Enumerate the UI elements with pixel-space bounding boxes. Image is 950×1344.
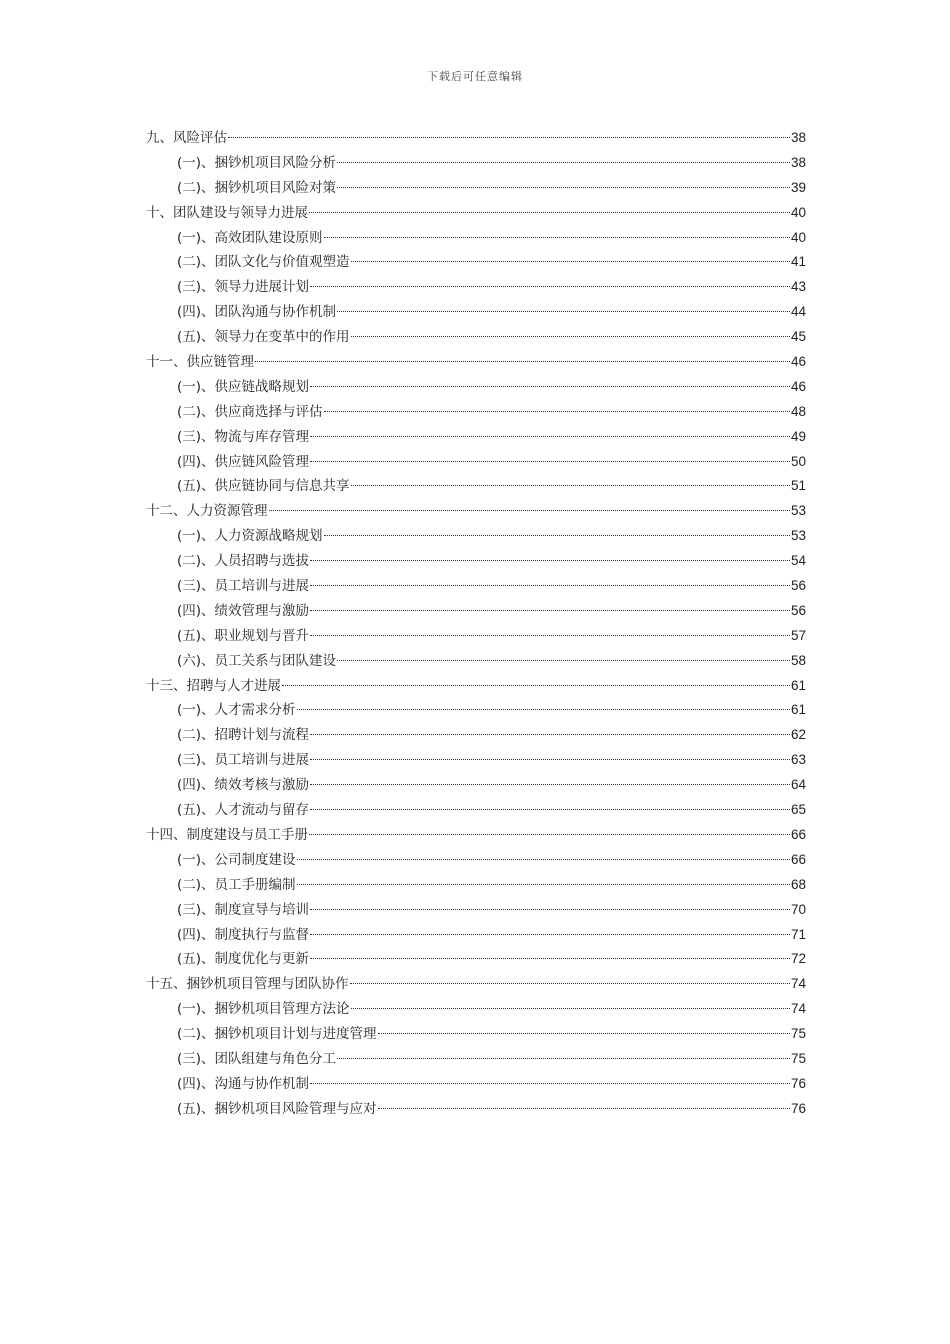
toc-section-entry[interactable] bbox=[146, 250, 806, 275]
toc-section-entry[interactable] bbox=[146, 1072, 806, 1097]
toc-dot-leader bbox=[310, 784, 790, 785]
toc-entry-label: (五)、人才流动与留存 bbox=[177, 802, 310, 819]
toc-section-entry[interactable] bbox=[146, 748, 806, 773]
toc-section-entry[interactable] bbox=[146, 226, 806, 251]
toc-entry-label: (四)、供应链风险管理 bbox=[177, 453, 310, 470]
toc-page-number: 63 bbox=[790, 752, 806, 768]
toc-entry-label: (五)、职业规划与晋升 bbox=[177, 627, 310, 644]
toc-entry-label: (三)、员工培训与进展 bbox=[177, 752, 310, 769]
toc-section-entry[interactable] bbox=[146, 624, 806, 649]
toc-dot-leader bbox=[310, 809, 790, 810]
toc-dot-leader bbox=[350, 983, 790, 984]
toc-dot-leader bbox=[310, 1083, 790, 1084]
toc-page-number: 76 bbox=[790, 1100, 806, 1116]
toc-page-number: 38 bbox=[790, 130, 806, 145]
toc-dot-leader bbox=[337, 660, 790, 661]
toc-entry-label: (五)、领导力在变革中的作用 bbox=[177, 329, 350, 346]
toc-entry-label: (三)、制度宣导与培训 bbox=[177, 901, 310, 918]
toc-section-entry[interactable] bbox=[146, 1022, 806, 1047]
toc-page-number: 62 bbox=[790, 727, 806, 743]
toc-entry-label: (一)、捆钞机项目风险分析 bbox=[177, 154, 337, 171]
toc-section-entry[interactable] bbox=[146, 275, 806, 300]
toc-dot-leader bbox=[324, 411, 790, 412]
toc-entry-label: 九、风险评估 bbox=[146, 130, 227, 146]
toc-dot-leader bbox=[282, 685, 790, 686]
toc-page-number: 70 bbox=[790, 901, 806, 917]
toc-entry-label: (一)、人才需求分析 bbox=[177, 702, 296, 719]
toc-chapter-entry[interactable] bbox=[146, 972, 806, 997]
toc-entry-label: (二)、供应商选择与评估 bbox=[177, 403, 323, 420]
toc-section-entry[interactable] bbox=[146, 375, 806, 400]
toc-entry-label: (四)、绩效管理与激励 bbox=[177, 602, 310, 619]
toc-page-number: 46 bbox=[790, 354, 806, 370]
toc-page-number: 45 bbox=[790, 329, 806, 345]
toc-page-number: 66 bbox=[790, 851, 806, 867]
toc-page-number: 61 bbox=[790, 702, 806, 718]
toc-section-entry[interactable] bbox=[146, 649, 806, 674]
toc-page-number: 71 bbox=[790, 926, 806, 942]
toc-entry-label: (四)、团队沟通与协作机制 bbox=[177, 304, 337, 321]
header-note: 下载后可任意编辑 bbox=[427, 70, 523, 83]
toc-page-number: 66 bbox=[790, 826, 806, 842]
toc-dot-leader bbox=[351, 261, 790, 262]
toc-section-entry[interactable] bbox=[146, 325, 806, 350]
toc-dot-leader bbox=[351, 336, 790, 337]
toc-page-number: 40 bbox=[790, 229, 806, 245]
toc-entry-label: (一)、捆钞机项目管理方法论 bbox=[177, 1001, 350, 1018]
toc-page-number: 76 bbox=[790, 1075, 806, 1091]
toc-dot-leader bbox=[351, 485, 790, 486]
toc-page-number: 46 bbox=[790, 378, 806, 394]
toc-section-entry[interactable] bbox=[146, 400, 806, 425]
toc-entry-label: (三)、物流与库存管理 bbox=[177, 428, 310, 445]
toc-page-number: 38 bbox=[790, 154, 806, 170]
toc-chapter-entry[interactable] bbox=[146, 499, 806, 524]
toc-section-entry[interactable] bbox=[146, 898, 806, 923]
toc-entry-label: (五)、供应链协同与信息共享 bbox=[177, 478, 350, 495]
toc-page-number: 44 bbox=[790, 304, 806, 320]
toc-page-number: 48 bbox=[790, 403, 806, 419]
toc-section-entry[interactable] bbox=[146, 176, 806, 201]
toc-section-entry[interactable] bbox=[146, 300, 806, 325]
toc-page-number: 75 bbox=[790, 1026, 806, 1042]
toc-page-number: 43 bbox=[790, 279, 806, 295]
toc-page-number: 68 bbox=[790, 876, 806, 892]
toc-entry-label: (五)、捆钞机项目风险管理与应对 bbox=[177, 1100, 377, 1117]
toc-section-entry[interactable] bbox=[146, 474, 806, 499]
toc-entry-label: (三)、领导力进展计划 bbox=[177, 279, 310, 296]
toc-dot-leader bbox=[378, 1108, 790, 1109]
toc-dot-leader bbox=[310, 934, 790, 935]
table-of-contents bbox=[146, 126, 806, 1122]
toc-section-entry[interactable] bbox=[146, 425, 806, 450]
toc-page-number: 61 bbox=[790, 677, 806, 693]
toc-page-number: 41 bbox=[790, 254, 806, 270]
toc-page-number: 58 bbox=[790, 652, 806, 668]
toc-page-number: 56 bbox=[790, 578, 806, 594]
toc-dot-leader bbox=[310, 958, 790, 959]
toc-page-number: 51 bbox=[790, 478, 806, 494]
toc-dot-leader bbox=[337, 1058, 790, 1059]
toc-section-entry[interactable] bbox=[146, 549, 806, 574]
toc-page-number: 57 bbox=[790, 627, 806, 643]
toc-dot-leader bbox=[310, 286, 790, 287]
toc-dot-leader bbox=[228, 137, 790, 138]
toc-dot-leader bbox=[351, 1008, 790, 1009]
toc-page-number: 53 bbox=[790, 503, 806, 519]
toc-entry-label: (一)、供应链战略规划 bbox=[177, 378, 310, 395]
toc-section-entry[interactable] bbox=[146, 723, 806, 748]
toc-section-entry[interactable] bbox=[146, 798, 806, 823]
toc-section-entry[interactable] bbox=[146, 1097, 806, 1122]
toc-entry-label: (四)、沟通与协作机制 bbox=[177, 1075, 310, 1092]
toc-dot-leader bbox=[337, 311, 790, 312]
toc-page-number: 54 bbox=[790, 553, 806, 569]
toc-entry-label: (二)、员工手册编制 bbox=[177, 876, 296, 893]
toc-dot-leader bbox=[310, 585, 790, 586]
toc-dot-leader bbox=[337, 187, 790, 188]
toc-page-number: 64 bbox=[790, 777, 806, 793]
toc-dot-leader bbox=[310, 734, 790, 735]
toc-dot-leader bbox=[255, 361, 790, 362]
toc-dot-leader bbox=[310, 610, 790, 611]
toc-entry-label: 十五、捆钞机项目管理与团队协作 bbox=[146, 976, 349, 993]
toc-dot-leader bbox=[310, 560, 790, 561]
toc-chapter-entry[interactable] bbox=[146, 201, 806, 226]
toc-entry-label: (二)、招聘计划与流程 bbox=[177, 727, 310, 744]
toc-dot-leader bbox=[297, 884, 790, 885]
toc-entry-label: (六)、员工关系与团队建设 bbox=[177, 652, 337, 669]
toc-section-entry[interactable] bbox=[146, 1047, 806, 1072]
toc-dot-leader bbox=[310, 909, 790, 910]
toc-section-entry[interactable] bbox=[146, 848, 806, 873]
toc-entry-label: (二)、捆钞机项目计划与进度管理 bbox=[177, 1026, 377, 1043]
toc-section-entry[interactable] bbox=[146, 997, 806, 1022]
toc-section-entry[interactable] bbox=[146, 151, 806, 176]
toc-page-number: 53 bbox=[790, 528, 806, 544]
toc-entry-label: (二)、人员招聘与选拔 bbox=[177, 553, 310, 570]
toc-entry-label: (三)、团队组建与角色分工 bbox=[177, 1050, 337, 1067]
toc-entry-label: (四)、绩效考核与激励 bbox=[177, 777, 310, 794]
toc-entry-label: 十一、供应链管理 bbox=[146, 354, 254, 371]
toc-entry-label: (五)、制度优化与更新 bbox=[177, 951, 310, 968]
toc-page-number: 74 bbox=[790, 1001, 806, 1017]
toc-dot-leader bbox=[378, 1033, 790, 1034]
toc-page-number: 74 bbox=[790, 976, 806, 992]
toc-entry-label: 十三、招聘与人才进展 bbox=[146, 677, 281, 694]
toc-section-entry[interactable] bbox=[146, 773, 806, 798]
toc-page-number: 65 bbox=[790, 802, 806, 818]
toc-dot-leader bbox=[310, 436, 790, 437]
toc-chapter-entry[interactable] bbox=[146, 823, 806, 848]
toc-dot-leader bbox=[297, 859, 790, 860]
toc-entry-label: (一)、高效团队建设原则 bbox=[177, 229, 323, 246]
toc-page-number: 40 bbox=[790, 204, 806, 220]
toc-entry-label: (二)、捆钞机项目风险对策 bbox=[177, 179, 337, 196]
toc-dot-leader bbox=[324, 535, 790, 536]
toc-entry-label: (四)、制度执行与监督 bbox=[177, 926, 310, 943]
toc-entry-label: 十二、人力资源管理 bbox=[146, 503, 268, 520]
toc-section-entry[interactable] bbox=[146, 698, 806, 723]
toc-dot-leader bbox=[337, 162, 790, 163]
toc-entry-label: 十、团队建设与领导力进展 bbox=[146, 204, 308, 221]
toc-chapter-entry[interactable] bbox=[146, 674, 806, 699]
toc-dot-leader bbox=[269, 510, 790, 511]
toc-page-number: 72 bbox=[790, 951, 806, 967]
toc-dot-leader bbox=[297, 709, 790, 710]
toc-dot-leader bbox=[324, 237, 790, 238]
toc-dot-leader bbox=[310, 635, 790, 636]
toc-entry-label: 十四、制度建设与员工手册 bbox=[146, 826, 308, 843]
toc-dot-leader bbox=[309, 834, 790, 835]
toc-entry-label: (一)、人力资源战略规划 bbox=[177, 528, 323, 545]
toc-section-entry[interactable] bbox=[146, 524, 806, 549]
toc-page-number: 75 bbox=[790, 1050, 806, 1066]
toc-section-entry[interactable] bbox=[146, 450, 806, 475]
toc-chapter-entry[interactable] bbox=[146, 350, 806, 375]
toc-section-entry[interactable] bbox=[146, 599, 806, 624]
toc-section-entry[interactable] bbox=[146, 947, 806, 972]
toc-dot-leader bbox=[310, 461, 790, 462]
toc-entry-label: (三)、员工培训与进展 bbox=[177, 578, 310, 595]
toc-section-entry[interactable] bbox=[146, 873, 806, 898]
toc-dot-leader bbox=[310, 386, 790, 387]
toc-dot-leader bbox=[310, 759, 790, 760]
toc-page-number: 39 bbox=[790, 179, 806, 195]
toc-section-entry[interactable] bbox=[146, 923, 806, 948]
toc-page-number: 49 bbox=[790, 428, 806, 444]
toc-entry-label: (一)、公司制度建设 bbox=[177, 851, 296, 868]
toc-section-entry[interactable] bbox=[146, 574, 806, 599]
toc-page-number: 56 bbox=[790, 602, 806, 618]
toc-entry-label: (二)、团队文化与价值观塑造 bbox=[177, 254, 350, 271]
toc-chapter-entry[interactable] bbox=[146, 126, 806, 151]
toc-dot-leader bbox=[309, 212, 790, 213]
toc-page-number: 50 bbox=[790, 453, 806, 469]
